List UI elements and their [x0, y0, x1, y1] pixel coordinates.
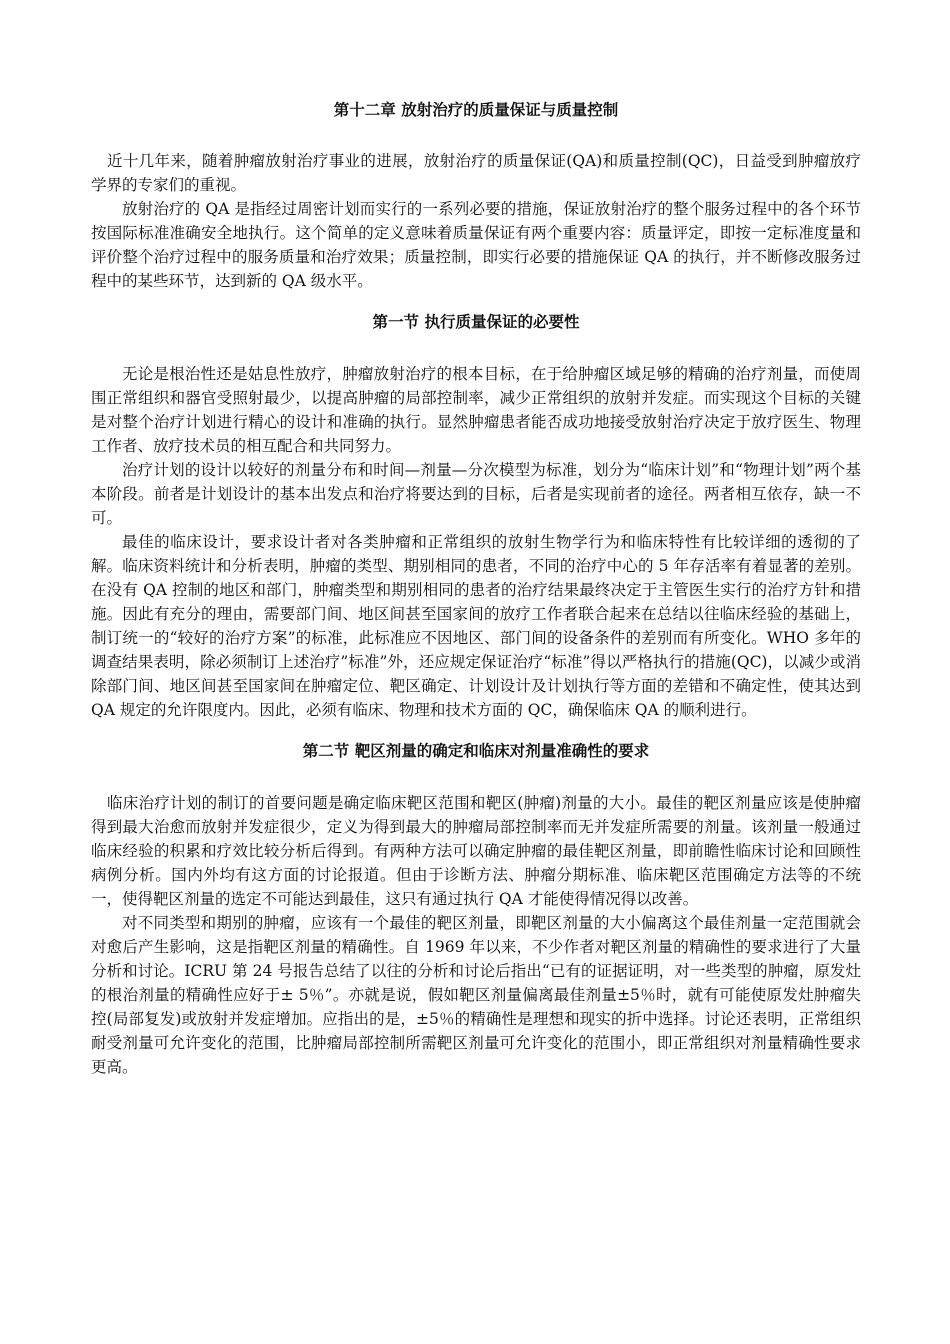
- section-1-title: 第一节 执行质量保证的必要性: [372, 312, 580, 331]
- chapter-title: 第十二章 放射治疗的质量保证与质量控制: [333, 100, 619, 119]
- document-page: [91, 98, 861, 1079]
- intro-paragraph-1: 近十几年来，随着肿瘤放射治疗事业的进展，放射治疗的质量保证(QA)和质量控制(QC)，日益受到肿瘤放疗学界的专家们的重视。: [91, 152, 861, 194]
- section-1-paragraph-1: 无论是根治性还是姑息性放疗，肿瘤放射治疗的根本目标，在于给肿瘤区域足够的精确的治疗剂量，而使周围正常组织和器官受照射最少，以提高肿瘤的局部控制率，减少正常组织的放射并发症。而实现这个目标的关键是对整个治疗计划进行精心的设计和准确的执行。显然肿瘤患者能否成功地接受放射治疗决定于放疗医生、物理工作者、放疗技术员的相互配合和共同努力。: [91, 365, 861, 455]
- section-2-title: 第二节 靶区剂量的确定和临床对剂量准确性的要求: [302, 741, 650, 760]
- intro-paragraph-2: 放射治疗的 QA 是指经过周密计划而实行的一系列必要的措施，保证放射治疗的整个服务过程中的各个环节按国际标准准确安全地执行。这个简单的定义意味着质量保证有两个重要内容：质量评定，即按一定标准度量和评价整个治疗过程中的服务质量和治疗效果；质量控制，即实行必要的措施保证 QA 的执行，并不断修改服务过程中的某些环节，达到新的 QA 级水平。: [91, 200, 861, 290]
- section-1-paragraph-2: 治疗计划的设计以较好的剂量分布和时间—剂量—分次模型为标准，划分为“临床计划”和“物理计划”两个基本阶段。前者是计划设计的基本出发点和治疗将要达到的目标，后者是实现前者的途径。两者相互依存，缺一不可。: [91, 461, 861, 527]
- section-1-paragraph-3: 最佳的临床设计，要求设计者对各类肿瘤和正常组织的放射生物学行为和临床特性有比较详细的透彻的了解。临床资料统计和分析表明，肿瘤的类型、期别相同的患者，不同的治疗中心的 5 年存活率有着显著的差别。在没有 QA 控制的地区和部门，肿瘤类型和期别相同的患者的治疗结果最终决定于主管医生实行的治疗方针和措施。因此有充分的理由，需要部门间、地区间甚至国家间的放疗工作者联合起来在总结以往临床经验的基础上，制订统一的“较好的治疗方案”的标准，此标准应不因地区、部门间的设备条件的差别而有所变化。WHO 多年的调查结果表明，除必须制订上述治疗”标准”外，还应规定保证治疗“标准”得以严格执行的措施(QC)，以减少或消除部门间、地区间甚至国家间在肿瘤定位、靶区确定、计划设计及计划执行等方面的差错和不确定性，使其达到 QA 规定的允许限度内。因此，必须有临床、物理和技术方面的 QC，确保临床 QA 的顺利进行。: [91, 533, 861, 719]
- section-2-paragraph-2: 对不同类型和期别的肿瘤，应该有一个最佳的靶区剂量，即靶区剂量的大小偏离这个最佳剂量一定范围就会对愈后产生影响，这是指靶区剂量的精确性。自 1969 年以来，不少作者对靶区剂量的精确性的要求进行了大量分析和讨论。ICRU 第 24 号报告总结了以往的分析和讨论后指出“已有的证据证明，对一些类型的肿瘤，原发灶的根治剂量的精确性应好于± 5％”。亦就是说，假如靶区剂量偏离最佳剂量±5％时，就有可能使原发灶肿瘤失控(局部复发)或放射并发症增加。应指出的是，±5％的精确性是理想和现实的折中选择。讨论还表明，正常组织耐受剂量可允许变化的范围，比肿瘤局部控制所需靶区剂量可允许变化的范围小，即正常组织对剂量精确性要求更高。: [91, 914, 861, 1076]
- section-2-paragraph-1: 临床治疗计划的制订的首要问题是确定临床靶区范围和靶区(肿瘤)剂量的大小。最佳的靶区剂量应该是使肿瘤得到最大治愈而放射并发症很少，定义为得到最大的肿瘤局部控制率而无并发症所需要的剂量。该剂量一般通过临床经验的积累和疗效比较分析后得到。有两种方法可以确定肿瘤的最佳靶区剂量，即前瞻性临床讨论和回顾性病例分析。国内外均有这方面的讨论报道。但由于诊断方法、肿瘤分期标准、临床靶区范围确定方法等的不统一，使得靶区剂量的选定不可能达到最佳，这只有通过执行 QA 才能使得情况得以改善。: [91, 794, 861, 908]
